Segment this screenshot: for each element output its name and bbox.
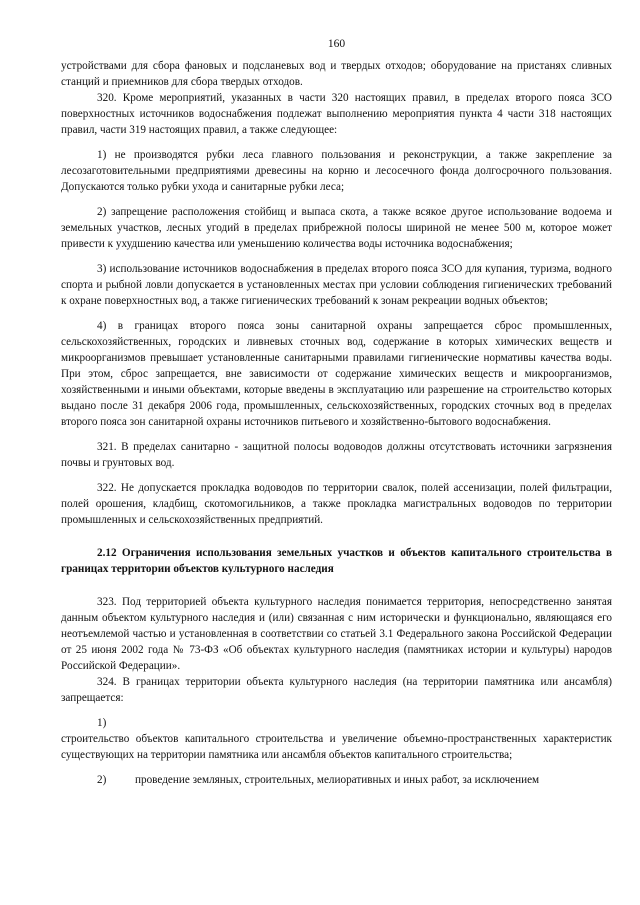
paragraph-320-item-1: 1) не производятся рубки леса главного пользования и реконструкции, а также закрепление за лесозаготовительными предприятиями древесины на корню и лесосечного фонда долгосрочного пользования. Допускаются только рубки ухода и санитарные рубки леса; xyxy=(61,149,612,193)
paragraph-intro: устройствами для сбора фановых и подсланевых вод и твердых отходов; оборудование на пристанях сливных станций и приемников для сбора твердых отходов. xyxy=(61,60,612,88)
paragraph-324-item-1 xyxy=(61,715,612,731)
paragraph-323: 323. Под территорией объекта культурного наследия понимается территория, непосредственно занятая данным объектом культурного наследия и (или) связанная с ним исторически и функционально, являющаяся его неотъемлемой частью и установленная в соответствии со статьей 3.1 Федерального закона Российской Федерации от 25 июня 2002 года № 73-ФЗ «Об объектах культурного наследия (памятниках истории и культуры) народов Российской Федерации». xyxy=(61,596,612,672)
document-page xyxy=(61,36,612,788)
page-number: 160 xyxy=(327,38,346,50)
paragraph-320: 320. Кроме мероприятий, указанных в части 320 настоящих правил, в пределах второго пояса ЗСО поверхностных источников водоснабжения подлежат выполнению мероприятия пункта 4 части 318 настоящих правил, части 319 настоящих правил, а также следующее: xyxy=(61,92,612,136)
paragraph-322: 322. Не допускается прокладка водоводов по территории свалок, полей ассенизации, полей фильтрации, полей орошения, кладбищ, скотомогильников, а также прокладка магистральных водоводов по территории промышленных и сельскохозяйственных предприятий. xyxy=(61,482,612,526)
paragraph-320-item-2: 2) запрещение расположения стойбищ и выпаса скота, а также всякое другое использование водоема и земельных участков, лесных угодий в пределах прибрежной полосы шириной не менее 500 м, которое может привести к ухудшению качества или уменьшению количества воды источника водоснабжения; xyxy=(61,206,612,250)
paragraph-324-item-1-text: строительство объектов капитального строительства и увеличение объемно-пространственных характеристик существующих на территории памятника или ансамбля объектов капитального строительства; xyxy=(61,733,612,761)
section-heading-2-12: 2.12 Ограничения использования земельных участков и объектов капитального строительства в границах территории объектов культурного наследия xyxy=(61,547,612,575)
list-item-number: 2) xyxy=(97,774,107,786)
paragraph-324-item-2 xyxy=(61,772,612,788)
list-item-number: 1) xyxy=(97,717,107,729)
paragraph-320-item-3: 3) использование источников водоснабжения в пределах второго пояса ЗСО для купания, туризма, водного спорта и рыбной ловли допускается в установленных местах при условии соблюдения гигиенических требований к охране поверхностных вод, а также гигиенических требований к зонам рекреации водных объектов; xyxy=(61,263,612,307)
paragraph-324-item-2-text: проведение земляных, строительных, мелиоративных и иных работ, за исключением xyxy=(135,774,540,786)
paragraph-320-item-4: 4) в границах второго пояса зоны санитарной охраны запрещается сброс промышленных, сельскохозяйственных, городских и ливневых сточных вод, содержание в которых химических веществ и микроорганизмов превышает установленные санитарными правилами гигиенические нормативы качества воды. При этом, сброс запрещается, вне зависимости от содержание химических веществ и микроорганизмов, хозяйственными и иными объектами, которые введены в эксплуатацию или разрешение на строительство которых выдано после 31 декабря 2006 года, промышленных, сельскохозяйственных, городских сточных вод в пределах второго пояса зон санитарной охраны источников питьевого и хозяйственно-бытового водоснабжения. xyxy=(61,320,612,428)
paragraph-321: 321. В пределах санитарно - защитной полосы водоводов должны отсутствовать источники загрязнения почвы и грунтовых вод. xyxy=(61,441,612,469)
paragraph-324: 324. В границах территории объекта культурного наследия (на территории памятника или ансамбля) запрещается: xyxy=(61,676,612,704)
